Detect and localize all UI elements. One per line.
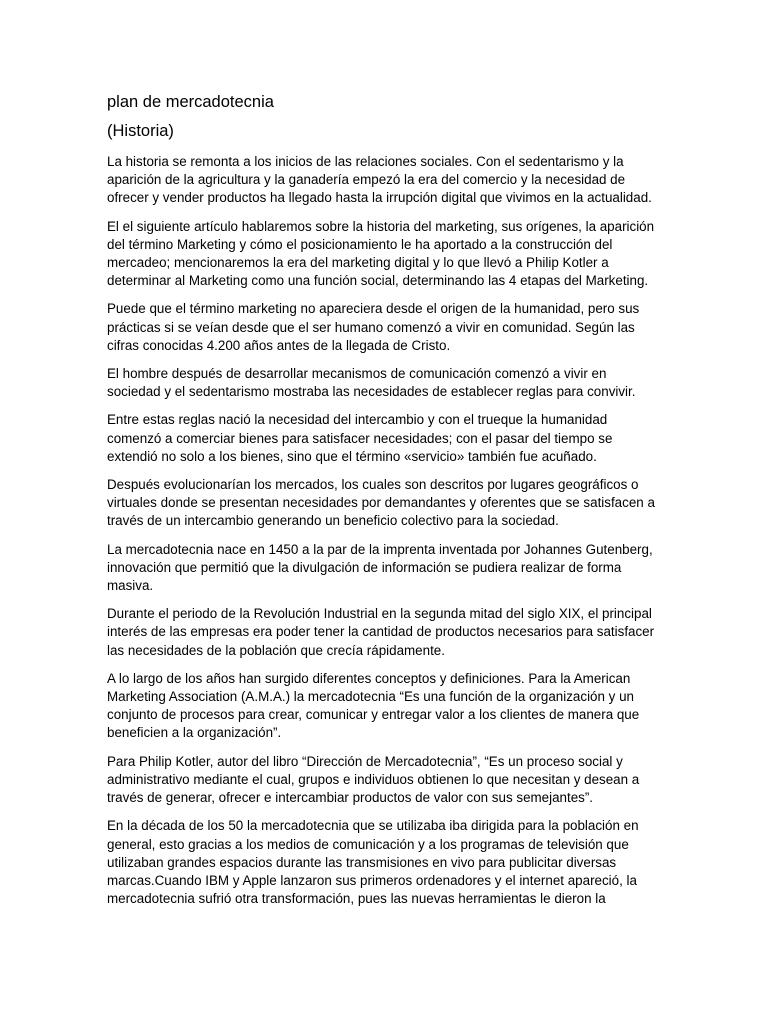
paragraph: Entre estas reglas nació la necesidad del intercambio y con el trueque la humanidad comenzó a comerciar bienes para satisfacer necesidades; con el pasar del tiempo se extendió no solo a los bienes, sino que el término «servicio» también fue acuñado. xyxy=(107,412,613,464)
paragraph: Puede que el término marketing no apareciera desde el origen de la humanidad, pero sus prácticas si se veían desde que el ser humano comenzó a vivir en comunidad. Según las cifras conocidas 4.200 años antes de la llegada de Cristo. xyxy=(107,301,640,353)
document-subtitle: (Historia) xyxy=(107,122,174,140)
paragraph: El el siguiente artículo hablaremos sobre la historia del marketing, sus orígenes, la aparición del término Marketing y cómo el posicionamiento le ha aportado a la construcción del mercadeo; mencionaremos la era del marketing digital y lo que llevó a Philip Kotler a determinar al Marketing como una función social, determinando las 4 etapas del Marketing. xyxy=(107,218,655,289)
paragraph: En la década de los 50 la mercadotecnia que se utilizaba iba dirigida para la población en general, esto gracias a los medios de comunicación y a los programas de televisión que utilizaban grandes espacios durante las transmisiones en vivo para publicitar diversas marcas.Cuando IBM y Apple lanzaron sus primeros ordenadores y el internet apareció, la mercadotecnia sufrió otra transformación, pues las nuevas herramientas le dieron la xyxy=(107,818,639,907)
paragraph: A lo largo de los años han surgido diferentes conceptos y definiciones. Para la American Marketing Association (A.M.A.) la mercadotecnia “Es una función de la organización y un conjunto de procesos para crear, comunicar y entregar valor a los clientes de manera que beneficien a la organización”. xyxy=(107,670,640,741)
paragraph: Para Philip Kotler, autor del libro “Dirección de Mercadotecnia”, “Es un proceso social y administrativo mediante el cual, grupos e individuos obtienen lo que necesitan y desean a través de generar, ofrecer e intercambiar productos de valor con sus semejantes”. xyxy=(107,753,640,806)
document-page xyxy=(107,92,663,918)
paragraph: El hombre después de desarrollar mecanismos de comunicación comenzó a vivir en sociedad y el sedentarismo mostraba las necesidades de establecer reglas para convivir. xyxy=(107,366,636,400)
paragraph: Después evolucionarían los mercados, los cuales son descritos por lugares geográficos o virtuales donde se presentan necesidades por demandantes y oferentes que se satisfacen a través de un intercambio generando un beneficio colectivo para la sociedad. xyxy=(107,477,655,529)
document-title: plan de mercadotecnia xyxy=(107,93,274,111)
paragraph: La mercadotecnia nace en 1450 a la par de la imprenta inventada por Johannes Gutenberg, innovación que permitió que la divulgación de información se pudiera realizar de forma masiva. xyxy=(107,541,653,594)
paragraph: La historia se remonta a los inicios de las relaciones sociales. Con el sedentarismo y la aparición de la agricultura y la ganadería empezó la era del comercio y la necesidad de ofrecer y vender productos ha llegado hasta la irrupción digital que vivimos en la actualidad. xyxy=(107,154,652,206)
paragraph: Durante el periodo de la Revolución Industrial en la segunda mitad del siglo XIX, el principal interés de las empresas era poder tener la cantidad de productos necesarios para satisfacer las necesidades de la población que crecía rápidamente. xyxy=(107,606,655,658)
